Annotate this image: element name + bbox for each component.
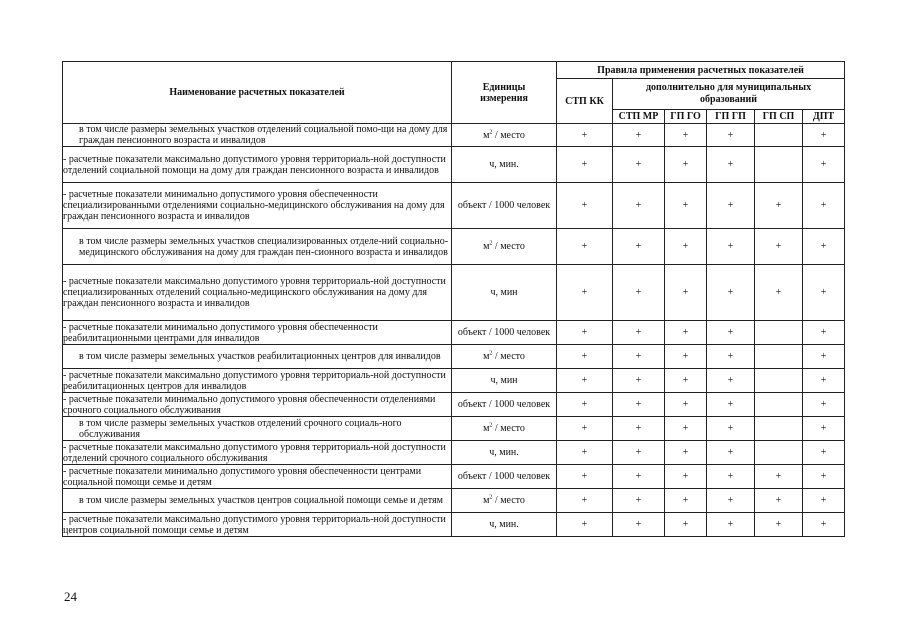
unit-superscript: 2 [489, 350, 493, 357]
unit-text: м [483, 495, 490, 506]
indicator-name: - расчетные показатели максимально допустимого уровня территориаль-ной доступности реабилитационных центров для инвалидов [63, 369, 452, 393]
applicability-mark: + [665, 321, 707, 345]
unit-cell [452, 124, 557, 147]
applicability-mark: + [557, 229, 613, 265]
applicability-mark [755, 321, 803, 345]
table-row [63, 229, 845, 265]
applicability-mark: + [613, 489, 665, 513]
applicability-mark: + [665, 345, 707, 369]
unit-superscript: 2 [489, 494, 493, 501]
unit-text: м [483, 129, 490, 141]
applicability-mark: + [755, 489, 803, 513]
applicability-mark: + [707, 441, 755, 465]
applicability-mark: + [613, 183, 665, 229]
unit-text: объект / 1000 человек [457, 399, 551, 410]
indicator-name: - расчетные показатели максимально допустимого уровня территориаль-ной доступности центров социальной помощи семье и детям [63, 513, 452, 537]
header-unit-column: Единицы измерения [452, 62, 557, 124]
applicability-mark [755, 417, 803, 441]
table-row [63, 321, 845, 345]
applicability-mark: + [665, 465, 707, 489]
table-row [63, 441, 845, 465]
unit-cell [452, 369, 557, 393]
unit-text: м [483, 423, 490, 434]
applicability-mark: + [707, 183, 755, 229]
unit-text: м [483, 351, 490, 362]
applicability-mark: + [755, 265, 803, 321]
applicability-mark: + [613, 417, 665, 441]
indicator-name: в том числе размеры земельных участков центров социальной помощи семье и детям [63, 489, 452, 513]
unit-cell [452, 465, 557, 489]
indicators-table [62, 61, 845, 537]
table-body [63, 124, 845, 537]
indicator-name: в том числе размеры земельных участков специализированных отделе-ний социально-медицинского обслуживания на дому для граждан пен-сионного возраста и инвалидов [63, 229, 452, 265]
applicability-mark: + [557, 345, 613, 369]
applicability-mark: + [613, 441, 665, 465]
unit-text: ч, мин. [489, 447, 519, 458]
applicability-mark: + [613, 124, 665, 147]
applicability-mark: + [707, 465, 755, 489]
table-row [63, 417, 845, 441]
applicability-mark: + [665, 124, 707, 147]
unit-cell [452, 147, 557, 183]
applicability-mark [755, 393, 803, 417]
unit-cell [452, 183, 557, 229]
header-subcol: СТП МР [613, 110, 665, 124]
applicability-mark: + [557, 489, 613, 513]
applicability-mark: + [613, 369, 665, 393]
table-row [63, 369, 845, 393]
applicability-mark: + [707, 124, 755, 147]
header-subcol: ГП ГП [707, 110, 755, 124]
indicator-name: - расчетные показатели минимально допустимого уровня обеспеченности специализированными отделениями социально-медицинского обслуживания на дому для граждан пенсионного возраста и инвалидов [63, 183, 452, 229]
unit-text: ч, мин. [489, 519, 519, 530]
unit-superscript: 2 [489, 240, 493, 247]
applicability-mark [755, 441, 803, 465]
unit-text: объект / 1000 человек [457, 471, 551, 482]
applicability-mark [755, 124, 803, 147]
applicability-mark: + [613, 265, 665, 321]
table-row [63, 489, 845, 513]
unit-cell [452, 417, 557, 441]
unit-text: ч, мин [490, 287, 518, 298]
applicability-mark: + [557, 393, 613, 417]
applicability-mark: + [755, 513, 803, 537]
indicator-name: - расчетные показатели минимально допустимого уровня обеспеченности отделениями срочного социального обслуживания [63, 393, 452, 417]
header-stp-kk: СТП КК [557, 79, 613, 124]
applicability-mark: + [665, 441, 707, 465]
applicability-mark: + [707, 369, 755, 393]
applicability-mark: + [557, 513, 613, 537]
applicability-mark: + [803, 265, 845, 321]
applicability-mark: + [665, 229, 707, 265]
applicability-mark: + [613, 147, 665, 183]
applicability-mark: + [707, 417, 755, 441]
applicability-mark: + [665, 393, 707, 417]
unit-cell [452, 489, 557, 513]
unit-text: м [483, 241, 490, 252]
applicability-mark: + [707, 393, 755, 417]
applicability-mark: + [707, 147, 755, 183]
applicability-mark: + [557, 465, 613, 489]
table-row [63, 265, 845, 321]
unit-cell [452, 393, 557, 417]
applicability-mark: + [613, 393, 665, 417]
applicability-mark: + [665, 513, 707, 537]
header-name-column: Наименование расчетных показателей [63, 62, 452, 124]
applicability-mark: + [803, 393, 845, 417]
indicator-name: - расчетные показатели максимально допустимого уровня территориаль-ной доступности отделений социальной помощи на дому для граждан пенсионного возраста и инвалидов [63, 147, 452, 183]
unit-suffix: / место [492, 495, 525, 506]
unit-cell [452, 345, 557, 369]
table-row [63, 147, 845, 183]
indicator-name: в том числе размеры земельных участков отделений социальной помо-щи на дому для граждан пенсионного возраста и инвалидов [63, 124, 452, 147]
applicability-mark: + [557, 183, 613, 229]
applicability-mark: + [665, 183, 707, 229]
applicability-mark: + [707, 265, 755, 321]
header-subcol: ДПТ [803, 110, 845, 124]
applicability-mark [755, 369, 803, 393]
applicability-mark: + [707, 345, 755, 369]
unit-suffix: / место [492, 129, 525, 141]
table-row [63, 393, 845, 417]
applicability-mark: + [557, 369, 613, 393]
applicability-mark: + [557, 417, 613, 441]
indicator-name: в том числе размеры земельных участков отделений срочного социаль-ного обслуживания [63, 417, 452, 441]
applicability-mark: + [707, 489, 755, 513]
unit-text: объект / 1000 человек [457, 200, 551, 211]
applicability-mark: + [803, 513, 845, 537]
unit-text: ч, мин [490, 375, 518, 386]
indicator-name: - расчетные показатели минимально допустимого уровня обеспеченности центрами социальной помощи семье и детям [63, 465, 452, 489]
table-row [63, 124, 845, 147]
applicability-mark: + [803, 183, 845, 229]
applicability-mark: + [803, 124, 845, 147]
applicability-mark: + [803, 441, 845, 465]
applicability-mark: + [557, 321, 613, 345]
header-rules-column: Правила применения расчетных показателей [557, 62, 845, 79]
applicability-mark: + [707, 321, 755, 345]
applicability-mark: + [665, 369, 707, 393]
applicability-mark: + [613, 513, 665, 537]
unit-suffix: / место [492, 351, 525, 362]
applicability-mark: + [613, 229, 665, 265]
indicator-name: - расчетные показатели максимально допустимого уровня территориаль-ной доступности отделений срочного социального обслуживания [63, 441, 452, 465]
header-subcol: ГП ГО [665, 110, 707, 124]
page-number: 24 [64, 589, 77, 604]
unit-superscript: 2 [489, 129, 493, 136]
applicability-mark: + [707, 513, 755, 537]
applicability-mark: + [803, 345, 845, 369]
indicator-name: - расчетные показатели максимально допустимого уровня территориаль-ной доступности специализированных отделений социально-медицинского обслуживания на дому для граждан пенсионного возраста и инвалидов [63, 265, 452, 321]
applicability-mark: + [803, 321, 845, 345]
table-header [63, 62, 845, 124]
applicability-mark: + [755, 229, 803, 265]
unit-text: объект / 1000 человек [457, 327, 551, 338]
table-row [63, 513, 845, 537]
unit-cell [452, 229, 557, 265]
applicability-mark: + [557, 124, 613, 147]
applicability-mark: + [803, 229, 845, 265]
applicability-mark: + [707, 229, 755, 265]
applicability-mark: + [803, 489, 845, 513]
unit-superscript: 2 [489, 422, 493, 429]
unit-suffix: / место [492, 241, 525, 252]
header-subcol: ГП СП [755, 110, 803, 124]
applicability-mark: + [557, 441, 613, 465]
applicability-mark: + [803, 465, 845, 489]
applicability-mark: + [665, 417, 707, 441]
applicability-mark: + [803, 147, 845, 183]
applicability-mark: + [557, 147, 613, 183]
table-row [63, 345, 845, 369]
applicability-mark: + [665, 489, 707, 513]
applicability-mark: + [803, 417, 845, 441]
applicability-mark: + [803, 369, 845, 393]
unit-cell [452, 265, 557, 321]
applicability-mark: + [665, 265, 707, 321]
indicator-name: - расчетные показатели минимально допустимого уровня обеспеченности реабилитационными центрами для инвалидов [63, 321, 452, 345]
unit-suffix: / место [492, 423, 525, 434]
applicability-mark [755, 147, 803, 183]
unit-text: ч, мин. [489, 159, 519, 170]
applicability-mark: + [665, 147, 707, 183]
applicability-mark: + [613, 465, 665, 489]
unit-cell [452, 513, 557, 537]
unit-cell [452, 321, 557, 345]
table-row [63, 465, 845, 489]
applicability-mark: + [613, 345, 665, 369]
applicability-mark: + [557, 265, 613, 321]
applicability-mark: + [613, 321, 665, 345]
applicability-mark [755, 345, 803, 369]
table-row [63, 183, 845, 229]
unit-cell [452, 441, 557, 465]
header-additional: дополнительно для муниципальных образований [613, 79, 845, 110]
applicability-mark: + [755, 183, 803, 229]
indicator-name: в том числе размеры земельных участков реабилитационных центров для инвалидов [63, 345, 452, 369]
applicability-mark: + [755, 465, 803, 489]
